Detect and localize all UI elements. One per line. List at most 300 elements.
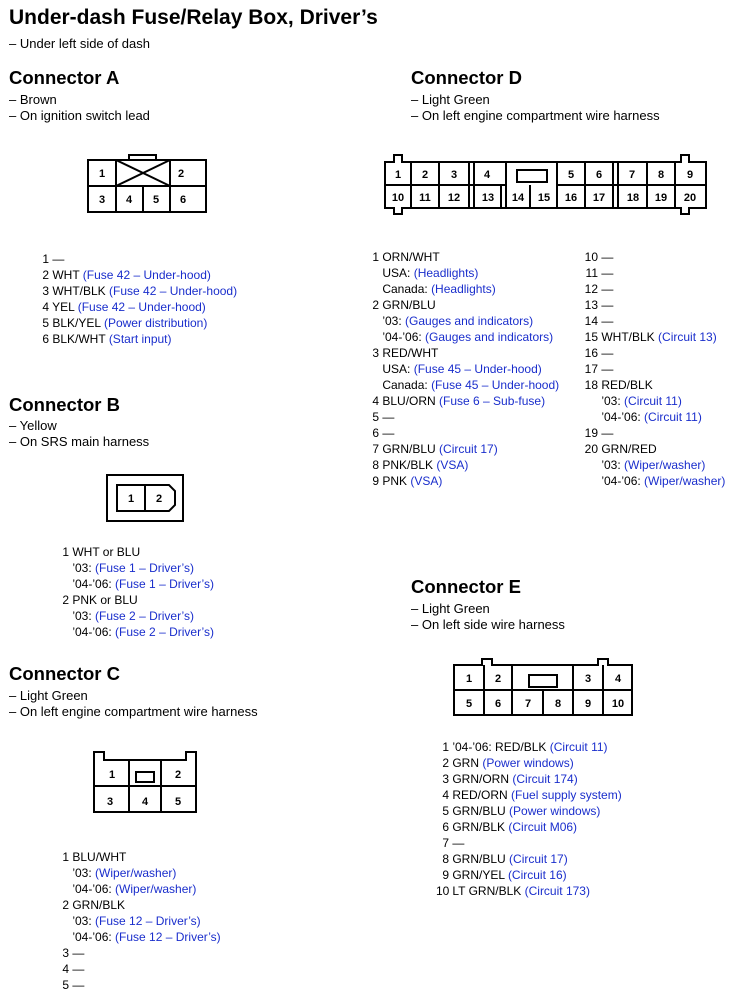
circuit-reference-link[interactable]: (Power distribution) <box>103 316 208 330</box>
pin-number: 3 <box>372 346 379 360</box>
pin-line <box>436 851 622 867</box>
pin-label: 3 <box>98 194 106 206</box>
wire-color: GRN/BLU <box>452 852 506 866</box>
circuit-reference-link[interactable]: (Gauges and indicators) <box>405 314 534 328</box>
wire-color: ’04-’06: <box>72 577 112 591</box>
pin-row <box>61 544 214 592</box>
pin-number: 17 <box>584 362 598 376</box>
wire-color: ’04-’06: <box>72 625 112 639</box>
pin-row <box>436 739 622 755</box>
pin-line <box>61 961 221 977</box>
pin-label: 1 <box>394 169 402 181</box>
circuit-reference-link[interactable]: (Circuit 17) <box>509 852 568 866</box>
circuit-reference-link[interactable]: (Fuse 2 – Driver’s) <box>115 625 214 639</box>
pin-label: 19 <box>654 192 668 204</box>
wire-color: — <box>601 362 614 376</box>
pin-row <box>371 297 559 345</box>
pin-line <box>61 881 221 897</box>
connector-c-note: – Light Green <box>9 688 88 703</box>
pin-number: 16 <box>584 346 598 360</box>
pin-row <box>436 867 622 883</box>
pin-row <box>61 849 221 897</box>
pin-row <box>61 897 221 945</box>
pin-label: 2 <box>155 493 163 505</box>
wire-color: ’04-’06: <box>601 410 641 424</box>
pin-row <box>436 851 622 867</box>
wire-color: WHT/BLK <box>52 284 106 298</box>
pin-row <box>436 771 622 787</box>
pin-line <box>436 739 622 755</box>
pin-row <box>583 329 725 345</box>
pin-line <box>371 297 559 313</box>
connector-d-diagram <box>380 150 715 220</box>
pin-line <box>39 283 237 299</box>
pin-line <box>371 345 559 361</box>
connector-e-heading: Connector E <box>411 576 521 597</box>
pin-line <box>583 457 725 473</box>
wire-color: ’04-’06: <box>72 882 112 896</box>
pin-number: 2 <box>42 268 49 282</box>
wire-color: ’03: <box>72 866 92 880</box>
pin-label: 11 <box>419 192 431 204</box>
pin-line <box>39 331 237 347</box>
pin-line <box>583 345 725 361</box>
pin-label: 2 <box>174 769 182 781</box>
circuit-reference-link[interactable]: (Circuit 13) <box>658 330 717 344</box>
wire-color: GRN/RED <box>601 442 657 456</box>
connector-a-pin-list <box>39 251 237 347</box>
circuit-reference-link[interactable]: (Power windows) <box>482 756 574 770</box>
connector-d-note: – Light Green <box>411 92 490 107</box>
wire-color: BLK/YEL <box>52 316 101 330</box>
pin-line <box>39 299 237 315</box>
connector-d-pin-list-left <box>371 249 559 489</box>
pin-number: 18 <box>584 378 598 392</box>
circuit-reference-link[interactable]: (Wiper/washer) <box>95 866 177 880</box>
pin-number: 3 <box>62 946 69 960</box>
connector-a-note: – Brown <box>9 92 57 107</box>
pin-label: 6 <box>494 698 502 710</box>
page-title: Under-dash Fuse/Relay Box, Driver’s <box>9 6 378 29</box>
pin-row <box>371 393 559 409</box>
wire-color: — <box>601 314 614 328</box>
circuit-reference-link[interactable]: (Fuse 42 – Under-hood) <box>77 300 206 314</box>
wire-color: BLU/ORN <box>382 394 436 408</box>
pin-line <box>371 329 559 345</box>
pin-line <box>583 361 725 377</box>
pin-line <box>371 313 559 329</box>
pin-row <box>436 755 622 771</box>
pin-line <box>436 771 622 787</box>
circuit-reference-link[interactable]: (Fuse 42 – Under-hood) <box>82 268 211 282</box>
connector-a-diagram <box>85 150 210 220</box>
wire-color: ’04-’06: <box>382 330 422 344</box>
pin-row <box>436 835 622 851</box>
pin-line <box>583 393 725 409</box>
pin-line <box>371 361 559 377</box>
wire-color: GRN/BLU <box>452 804 506 818</box>
circuit-reference-link[interactable]: (Circuit 174) <box>512 772 578 786</box>
pin-number: 2 <box>372 298 379 312</box>
circuit-reference-link[interactable]: (Fuse 2 – Driver’s) <box>95 609 194 623</box>
pin-label: 3 <box>450 169 458 181</box>
pin-row <box>371 409 559 425</box>
pin-row <box>39 331 237 347</box>
pin-line <box>39 315 237 331</box>
connector-e-note: – On left side wire harness <box>411 617 565 632</box>
pin-label: 16 <box>564 192 578 204</box>
wire-color: USA: <box>382 362 411 376</box>
pin-number: 5 <box>42 316 49 330</box>
pin-number: 4 <box>442 788 449 802</box>
pin-label: 2 <box>494 673 502 685</box>
pin-row <box>371 441 559 457</box>
pin-number: 10 <box>584 250 598 264</box>
pin-number: 5 <box>372 410 379 424</box>
pin-number: 2 <box>62 898 69 912</box>
pin-label: 17 <box>592 192 606 204</box>
pin-row <box>39 251 237 267</box>
wire-color: PNK/BLK <box>382 458 434 472</box>
wire-color: ’03: <box>72 914 92 928</box>
pin-number: 7 <box>442 836 449 850</box>
pin-label: 13 <box>481 192 495 204</box>
connector-a-heading: Connector A <box>9 67 120 88</box>
wire-color: YEL <box>52 300 75 314</box>
pin-number: 2 <box>442 756 449 770</box>
wire-color: GRN/BLK <box>452 820 506 834</box>
pin-label: 4 <box>125 194 133 206</box>
pin-number: 19 <box>584 426 598 440</box>
wire-color: ’03: <box>601 458 621 472</box>
pin-line <box>583 409 725 425</box>
pin-label: 18 <box>626 192 640 204</box>
pin-number: 11 <box>585 266 598 280</box>
pin-row <box>583 297 725 313</box>
connector-c-note: – On left engine compartment wire harness <box>9 704 258 719</box>
connector-b-heading: Connector B <box>9 394 120 415</box>
pin-number: 12 <box>584 282 598 296</box>
pin-row <box>583 425 725 441</box>
pin-line <box>436 835 622 851</box>
pin-line <box>61 865 221 881</box>
circuit-reference-link[interactable]: (Fuse 45 – Under-hood) <box>413 362 542 376</box>
pin-number: 9 <box>442 868 449 882</box>
wire-color: BLU/WHT <box>72 850 127 864</box>
pin-label: 1 <box>108 769 116 781</box>
wire-color: — <box>601 266 614 280</box>
pin-label: 8 <box>554 698 562 710</box>
pin-label: 2 <box>177 168 185 180</box>
circuit-reference-link[interactable]: (Gauges and indicators) <box>425 330 554 344</box>
pin-line <box>583 265 725 281</box>
pin-label: 3 <box>106 796 114 808</box>
wire-color: RED/BLK <box>601 378 653 392</box>
pin-label: 1 <box>465 673 473 685</box>
wire-color: — <box>382 426 395 440</box>
circuit-reference-link[interactable]: (Wiper/washer) <box>644 474 726 488</box>
pin-line <box>371 409 559 425</box>
pin-row <box>436 819 622 835</box>
wire-color: BLK/WHT <box>52 332 106 346</box>
pin-line <box>583 425 725 441</box>
pin-number: 14 <box>584 314 598 328</box>
wire-color: — <box>382 410 395 424</box>
pin-line <box>436 787 622 803</box>
wire-color: GRN/YEL <box>452 868 505 882</box>
pin-number: 6 <box>442 820 449 834</box>
wire-color: — <box>52 252 65 266</box>
wire-color: PNK <box>382 474 408 488</box>
connector-b-pin-list <box>61 544 214 640</box>
wire-color: WHT or BLU <box>72 545 141 559</box>
pin-label: 5 <box>465 698 473 710</box>
pin-label: 9 <box>584 698 592 710</box>
wire-color: RED/WHT <box>382 346 439 360</box>
wire-color: USA: <box>382 266 411 280</box>
pin-label: 4 <box>483 169 491 181</box>
circuit-reference-link[interactable]: (Fuse 42 – Under-hood) <box>109 284 238 298</box>
pin-row <box>583 345 725 361</box>
pin-line <box>583 281 725 297</box>
pin-line <box>39 251 237 267</box>
pin-line <box>61 624 214 640</box>
circuit-reference-link[interactable]: (Fuse 1 – Driver’s) <box>95 561 194 575</box>
pin-row <box>39 267 237 283</box>
pin-line <box>583 313 725 329</box>
wire-color: ’04-’06: <box>601 474 641 488</box>
pin-label: 4 <box>141 796 149 808</box>
pin-line <box>39 267 237 283</box>
circuit-reference-link[interactable]: (Circuit 11) <box>624 394 682 408</box>
pin-number: 5 <box>62 978 69 992</box>
wire-color: ’03: <box>601 394 621 408</box>
circuit-reference-link[interactable]: (Circuit M06) <box>508 820 578 834</box>
pin-line <box>436 867 622 883</box>
circuit-reference-link[interactable]: (Wiper/washer) <box>624 458 706 472</box>
pin-label: 5 <box>152 194 160 206</box>
pin-line <box>61 592 214 608</box>
pin-line <box>583 249 725 265</box>
wire-color: ’03: <box>72 609 92 623</box>
pin-number: 1 <box>62 545 69 559</box>
pin-row <box>371 473 559 489</box>
pin-row <box>371 425 559 441</box>
circuit-reference-link[interactable]: (Headlights) <box>413 266 479 280</box>
circuit-reference-link[interactable]: (Wiper/washer) <box>115 882 197 896</box>
wire-color: GRN/BLK <box>72 898 126 912</box>
pin-line <box>61 576 214 592</box>
pin-label: 6 <box>179 194 187 206</box>
circuit-reference-link[interactable]: (Circuit 17) <box>439 442 498 456</box>
pin-number: 1 <box>442 740 449 754</box>
connector-d-pin-list-right <box>583 249 725 489</box>
wire-color: — <box>601 282 614 296</box>
pin-label: 2 <box>421 169 429 181</box>
pin-number: 4 <box>372 394 379 408</box>
pin-number: 15 <box>584 330 598 344</box>
wire-color: ’04-’06: RED/BLK <box>452 740 547 754</box>
circuit-reference-link[interactable]: (Fuse 45 – Under-hood) <box>431 378 560 392</box>
pin-label: 1 <box>98 168 106 180</box>
pin-label: 10 <box>611 698 625 710</box>
connector-e-pin-list <box>436 739 622 899</box>
connector-d-heading: Connector D <box>411 67 522 88</box>
pin-line <box>61 897 221 913</box>
pin-number: 8 <box>442 852 449 866</box>
wire-color: Canada: <box>382 282 428 296</box>
pin-row <box>39 299 237 315</box>
circuit-reference-link[interactable]: (Circuit 173) <box>524 884 590 898</box>
pin-label: 14 <box>511 192 525 204</box>
circuit-reference-link[interactable]: (Circuit 11) <box>549 740 608 754</box>
wire-color: GRN/BLU <box>382 442 436 456</box>
pin-line <box>371 441 559 457</box>
wire-color: — <box>601 426 614 440</box>
pin-row <box>583 313 725 329</box>
connector-b-diagram <box>105 473 185 523</box>
pin-label: 9 <box>686 169 694 181</box>
pin-line <box>583 441 725 457</box>
connector-c-diagram <box>90 748 200 818</box>
circuit-reference-link[interactable]: (Fuse 12 – Driver’s) <box>95 914 201 928</box>
pin-line <box>371 393 559 409</box>
pin-line <box>583 473 725 489</box>
pin-row <box>436 883 622 899</box>
pin-line <box>436 819 622 835</box>
wire-color: ’04-’06: <box>72 930 112 944</box>
pin-number: 4 <box>42 300 49 314</box>
connector-c-heading: Connector C <box>9 663 120 684</box>
pin-label: 3 <box>584 673 592 685</box>
pin-label: 8 <box>657 169 665 181</box>
connector-e-note: – Light Green <box>411 601 490 616</box>
pin-row <box>583 441 725 489</box>
pin-number: 7 <box>372 442 379 456</box>
pin-line <box>371 281 559 297</box>
pin-row <box>436 787 622 803</box>
circuit-reference-link[interactable]: (Fuse 12 – Driver’s) <box>115 930 221 944</box>
pin-label: 6 <box>595 169 603 181</box>
pin-number: 1 <box>62 850 69 864</box>
pin-number: 4 <box>62 962 69 976</box>
pin-label: 12 <box>447 192 461 204</box>
pin-line <box>61 929 221 945</box>
circuit-reference-link[interactable]: (Headlights) <box>431 282 496 296</box>
pin-number: 8 <box>372 458 379 472</box>
pin-number: 10 <box>436 884 450 898</box>
pin-line <box>61 544 214 560</box>
pin-line <box>61 913 221 929</box>
pin-line <box>436 883 622 899</box>
pin-line <box>371 377 559 393</box>
wire-color: — <box>72 978 85 992</box>
pin-number: 6 <box>42 332 49 346</box>
wire-color: ORN/WHT <box>382 250 440 264</box>
pin-row <box>583 265 725 281</box>
circuit-reference-link[interactable]: (Fuse 1 – Driver’s) <box>115 577 214 591</box>
connector-b-note: – On SRS main harness <box>9 434 150 449</box>
wire-color: ’03: <box>72 561 92 575</box>
pin-label: 4 <box>614 673 622 685</box>
pin-number: 1 <box>42 252 49 266</box>
connector-b-note: – Yellow <box>9 418 57 433</box>
wire-color: GRN <box>452 756 480 770</box>
pin-number: 3 <box>42 284 49 298</box>
pin-number: 3 <box>442 772 449 786</box>
page-subtitle: – Under left side of dash <box>9 36 150 51</box>
wire-color: WHT <box>52 268 80 282</box>
wire-color: — <box>601 346 614 360</box>
pin-line <box>371 249 559 265</box>
pin-line <box>371 457 559 473</box>
pin-number: 5 <box>442 804 449 818</box>
wire-color: PNK or BLU <box>72 593 138 607</box>
circuit-reference-link[interactable]: (Fuel supply system) <box>511 788 622 802</box>
pin-number: 20 <box>584 442 598 456</box>
pin-line <box>583 329 725 345</box>
circuit-reference-link[interactable]: (Start input) <box>108 332 172 346</box>
wire-color: WHT/BLK <box>601 330 655 344</box>
connector-d-note: – On left engine compartment wire harness <box>411 108 660 123</box>
circuit-reference-link[interactable]: (Circuit 11) <box>644 410 702 424</box>
wire-color: — <box>72 946 85 960</box>
wire-color: — <box>452 836 465 850</box>
pin-number: 13 <box>584 298 598 312</box>
pin-line <box>436 755 622 771</box>
pin-label: 7 <box>524 698 532 710</box>
pin-line <box>61 945 221 961</box>
pin-label: 20 <box>683 192 697 204</box>
wire-color: Canada: <box>382 378 428 392</box>
connector-e-diagram <box>450 655 640 720</box>
pin-number: 6 <box>372 426 379 440</box>
pin-line <box>583 297 725 313</box>
pin-row <box>61 961 221 977</box>
wire-color: ’03: <box>382 314 402 328</box>
pin-row <box>61 592 214 640</box>
pin-line <box>371 425 559 441</box>
pin-line <box>371 265 559 281</box>
pin-row <box>39 315 237 331</box>
pin-row <box>371 457 559 473</box>
wire-color: — <box>72 962 85 976</box>
circuit-reference-link[interactable]: (VSA) <box>410 474 443 488</box>
pin-label: 10 <box>391 192 405 204</box>
pin-line <box>61 977 221 993</box>
pin-line <box>61 560 214 576</box>
pin-line <box>61 608 214 624</box>
wire-color: LT GRN/BLK <box>452 884 522 898</box>
pin-number: 1 <box>372 250 379 264</box>
pin-row <box>61 977 221 993</box>
pin-row <box>371 345 559 393</box>
wire-color: — <box>601 250 614 264</box>
circuit-reference-link[interactable]: (Circuit 16) <box>507 868 567 882</box>
pin-label: 5 <box>174 796 182 808</box>
circuit-reference-link[interactable]: (Power windows) <box>509 804 601 818</box>
circuit-reference-link[interactable]: (VSA) <box>436 458 469 472</box>
pin-row <box>61 945 221 961</box>
wire-color: — <box>601 298 614 312</box>
wire-color: GRN/BLU <box>382 298 436 312</box>
wire-color: RED/ORN <box>452 788 508 802</box>
pin-line <box>61 849 221 865</box>
pin-row <box>436 803 622 819</box>
wire-color: GRN/ORN <box>452 772 510 786</box>
circuit-reference-link[interactable]: (Fuse 6 – Sub-fuse) <box>439 394 546 408</box>
pin-row <box>39 283 237 299</box>
